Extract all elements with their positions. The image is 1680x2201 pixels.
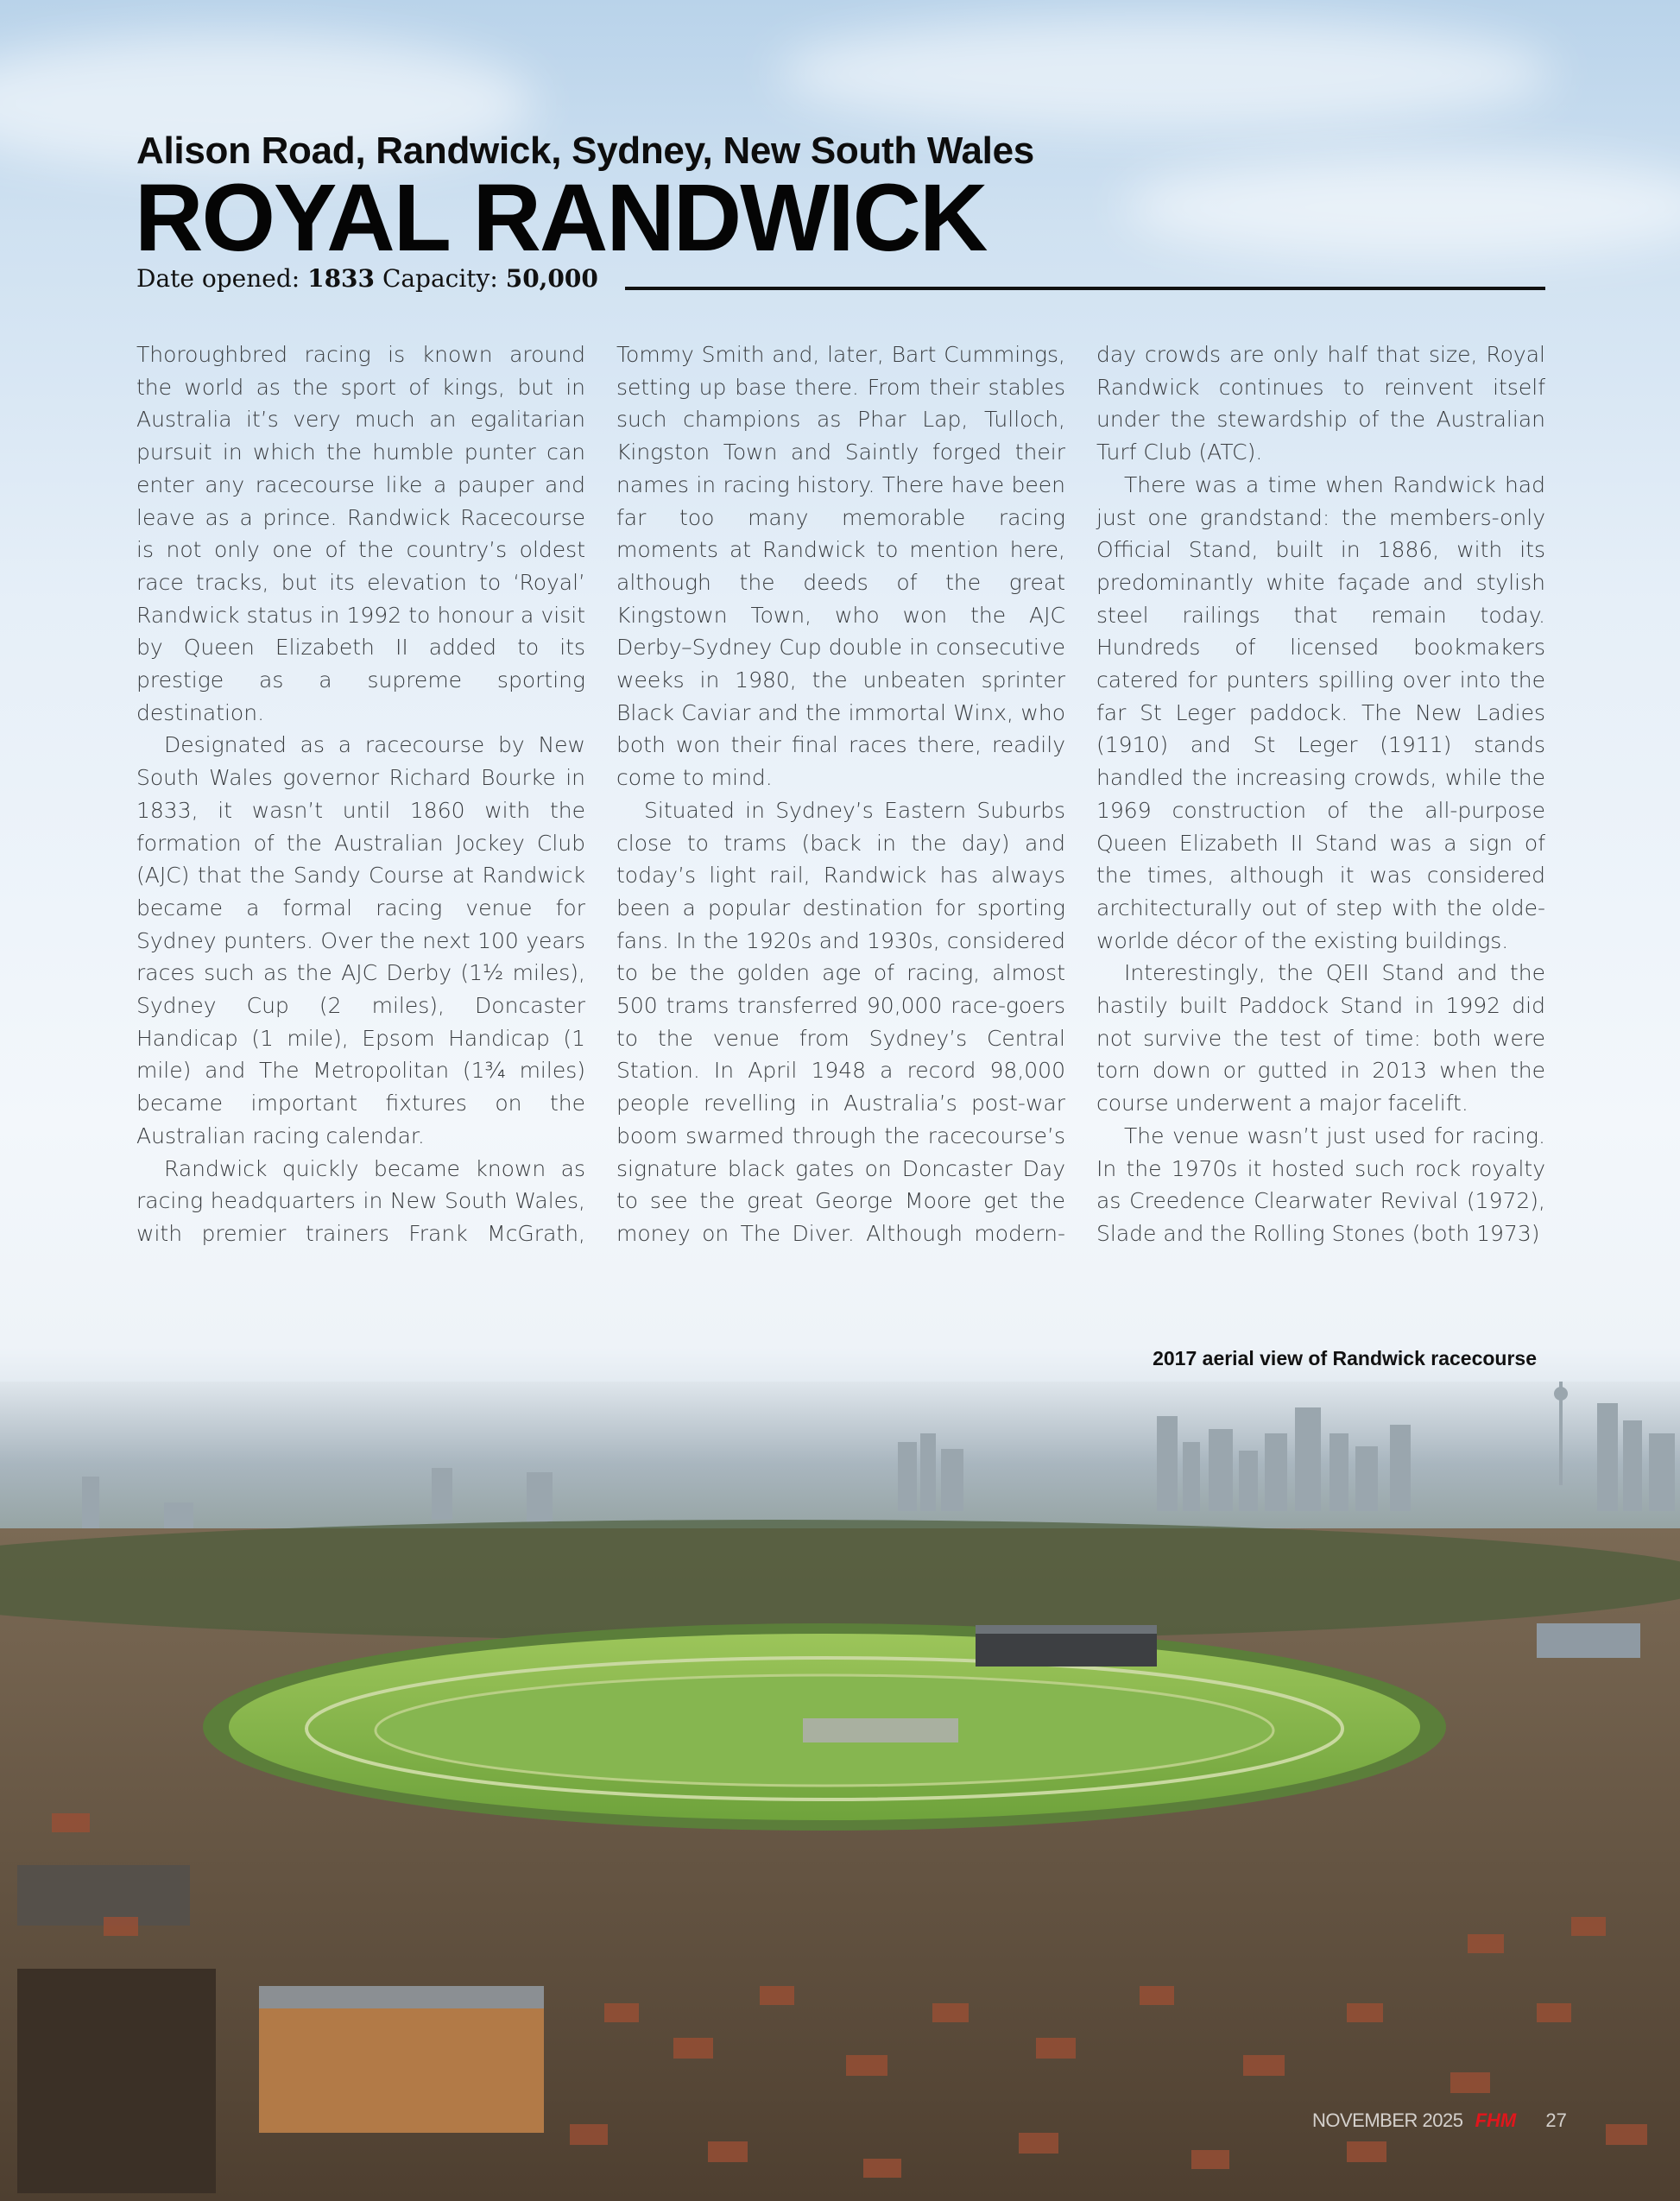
article-paragraph: Interestingly, the QEII Stand and the hastily built Paddock Stand in 1992 did not survive the test of time: both were torn down or gutted in 2013 when the course underwent a major facelift. xyxy=(1096,960,1545,1116)
sky-cloud xyxy=(777,17,1554,130)
issue-date: NOVEMBER 2025 xyxy=(1312,2109,1463,2131)
sky-cloud xyxy=(1122,155,1680,259)
hospital-building xyxy=(17,1969,216,2193)
article-body xyxy=(136,338,1545,1254)
article-paragraph: There was a time when Randwick had just one grandstand: the members-only Official Stand, built in 1886, with its predominantly white façade and stylish steel railings that remain today. Hundreds of licensed bookmakers catered for punters spilling over into the far St Leger paddock. The New Ladies (1910) and St Leger (1911) stands handled the increasing crowds, while the 1969 construction of the all-purpose Queen Elizabeth II Stand was a sign of the times, although it was considered architecturally out of step with the olde-worlde décor of the existing buildings. xyxy=(1096,471,1545,953)
grandstand xyxy=(976,1632,1157,1667)
building xyxy=(1537,1623,1640,1658)
location-subtitle: Alison Road, Randwick, Sydney, New South Wales xyxy=(136,130,1034,172)
date-opened-value: 1833 xyxy=(307,264,376,293)
page-number: 27 xyxy=(1545,2109,1567,2131)
article-paragraph: Situated in Sydney’s Eastern Suburbs close to trams (back in the day) and today’s light rail, Randwick has always been a popular destination for sporting fans. In the 1920s and 1930s, considered to be the golden age of racing, almost 500 trams transferred 90,000 race-goers to the venue from Sydney’s Central Station. In April 1948 a record 98,000 people revelling in Australia’s post-war boom swarmed through the racecourse’s signature black gates on Doncaster Day to see the great George Moore get the money on The Diver. Although modern-day crowds are only half that size, Royal Randwick continues to reinvent itself under the stewardship of the Australian Turf Club (ATC). xyxy=(616,342,1545,1246)
article-paragraph: Thoroughbred racing is known around the world as the sport of kings, but in Australia it’s very much an egalitarian pursuit in which the humble punter can enter any racecourse like a pauper and leave as a prince. Randwick Racecourse is not only one of the country’s oldest race tracks, but its elevation to ‘Royal’ Randwick status in 1992 to honour a visit by Queen Elizabeth II added to its prestige as a supreme sporting destination. xyxy=(136,342,585,725)
page-footer xyxy=(1312,2109,1606,2135)
building xyxy=(17,1865,190,1926)
hospital-roof xyxy=(259,1986,544,2008)
grandstand-roof xyxy=(976,1625,1157,1634)
capacity-value: 50,000 xyxy=(505,264,598,293)
aerial-photo xyxy=(0,1382,1680,2201)
header-divider xyxy=(625,287,1545,290)
photo-caption: 2017 aerial view of Randwick racecourse xyxy=(1153,1347,1537,1369)
article-paragraph: Randwick quickly became known as racing headquarters in New South Wales, with premier trainers Frank McGrath, Tommy Smith and, later, Bart Cummings, setting up base there. From their stables such champions as Phar Lap, Tulloch, Kingston Town and Saintly forged their names in racing history. There have been far too many memorable racing moments at Randwick to mention here, although the deeds of the great Kingstown Town, who won the AJC Derby–Sydney Cup double in consecutive weeks in 1980, the unbeaten sprinter Black Caviar and the immortal Winx, who both won their final races there, readily come to mind. xyxy=(136,342,1065,1246)
venue-facts xyxy=(136,264,598,293)
page-title: ROYAL RANDWICK xyxy=(135,165,987,271)
article-paragraph: The venue wasn’t just used for racing. In the 1970s it hosted such rock royalty as Creedence Clearwater Revival (1972), Slade and the Rolling Stones (both 1973) xyxy=(1096,1123,1545,1246)
hospital-building xyxy=(259,2003,544,2133)
article-paragraph: Designated as a racecourse by New South Wales governor Richard Bourke in 1833, it wasn’t until 1860 with the formation of the Australian Jockey Club (AJC) that the Sandy Course at Randwick became a formal racing venue for Sydney punters. Over the next 100 years races such as the AJC Derby (1½ miles), Sydney Cup (2 miles), Doncaster Handicap (1 mile), Epsom Handicap (1 mile) and The Metropolitan (1¾ miles) became important fixtures on the Australian racing calendar. xyxy=(136,732,585,1148)
capacity-label: Capacity: xyxy=(382,264,498,293)
infield-parking xyxy=(803,1718,958,1742)
tree-band xyxy=(0,1520,1680,1641)
date-opened-label: Date opened: xyxy=(136,264,300,293)
brand-logo: FHM xyxy=(1475,2109,1517,2131)
